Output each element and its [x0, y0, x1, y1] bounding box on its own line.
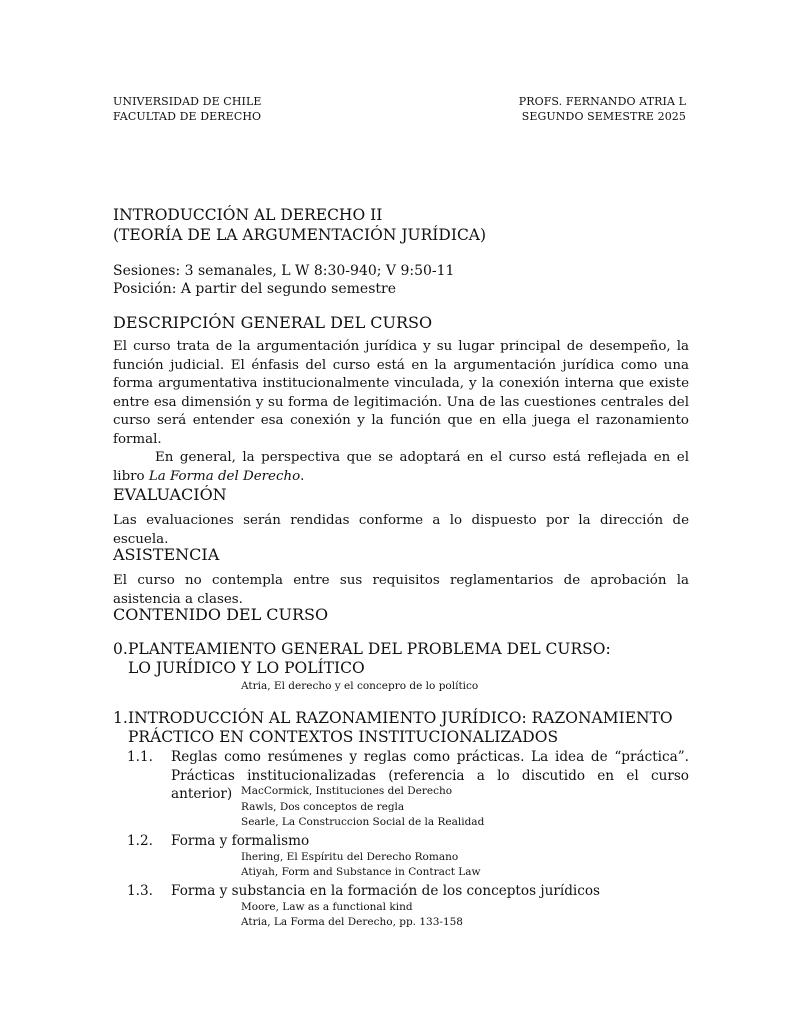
description-body	[113, 338, 689, 486]
reference-item: Atiyah, Form and Substance in Contract Law	[241, 866, 481, 878]
reference-item: MacCormick, Instituciones del Derecho	[241, 785, 453, 797]
reference-item: Rawls, Dos conceptos de regla	[241, 801, 405, 813]
subsection-1-2-text: Forma y formalismo	[171, 833, 310, 849]
description-heading: DESCRIPCIÓN GENERAL DEL CURSO	[113, 313, 433, 332]
description-paragraph-1: El curso trata de la argumentación jurídica y su lugar principal de desempeño, la función judicial. El énfasis del curso está en la argumentación jurídica como una forma argumentativa institucionalmente vinculada, y la conexión interna que existe entre esa dimensión y su forma de legitimación. Una de las cuestiones centrales del curso será entender esa conexión y la función que en ella juega el razonamiento formal.	[113, 339, 689, 447]
paragraph-2-text: En general, la perspectiva que se adoptará en el curso está reflejada en el libro	[113, 450, 689, 484]
attendance-heading: ASISTENCIA	[113, 545, 220, 564]
attendance-text: El curso no contempla entre sus requisitos reglamentarios de aprobación la asistencia a clases.	[113, 573, 689, 607]
institution-header	[113, 94, 262, 124]
reference-item: Atria, La Forma del Derecho, pp. 133-158	[241, 916, 463, 928]
book-title: La Forma del Derecho	[148, 468, 301, 484]
subsection-1-3-number: 1.3.	[127, 883, 153, 899]
subsection-1-1-number: 1.1.	[127, 749, 153, 765]
course-title-line1: INTRODUCCIÓN AL DERECHO II	[113, 206, 383, 224]
subsection-1-3	[127, 882, 689, 901]
description-paragraph-2	[113, 449, 689, 486]
university-name: UNIVERSIDAD DE CHILE	[113, 95, 262, 108]
unit-1-number: 1.	[113, 709, 128, 727]
reference-item: Atria, El derecho y el concepro de lo político	[241, 680, 479, 692]
unit-0-title-line2: LO JURÍDICO Y LO POLÍTICO	[128, 659, 365, 677]
subsection-1-2-number: 1.2.	[127, 833, 153, 849]
unit-0-number: 0.	[113, 640, 128, 658]
course-title-line2: (TEORÍA DE LA ARGUMENTACIÓN JURÍDICA)	[113, 226, 487, 244]
evaluation-text: Las evaluaciones serán rendidas conforme a lo dispuesto por la dirección de escuela.	[113, 513, 689, 547]
unit-1-title-line1: INTRODUCCIÓN AL RAZONAMIENTO JURÍDICO: RAZONAMIENTO	[128, 709, 673, 727]
subsection-1-2	[127, 832, 689, 851]
contents-heading: CONTENIDO DEL CURSO	[113, 605, 329, 624]
semester-label: SEGUNDO SEMESTRE 2025	[521, 110, 686, 123]
course-schedule	[113, 262, 689, 298]
unit-0-title-line1: PLANTEAMIENTO GENERAL DEL PROBLEMA DEL CURSO:	[128, 640, 611, 658]
professor-header	[519, 94, 686, 124]
course-title	[113, 205, 689, 245]
paragraph-2-end: .	[300, 468, 305, 484]
subsection-1-1-text: Reglas como resúmenes y reglas como prácticas. La idea de “práctica”. Prácticas institucionalizadas (referencia a lo discutido en el curso anterior)	[171, 749, 689, 802]
professor-name: PROFS. FERNANDO ATRIA L	[518, 95, 686, 108]
position-line: Posición: A partir del segundo semestre	[113, 281, 396, 297]
reference-item: Ihering, El Espíritu del Derecho Romano	[241, 851, 459, 863]
unit-1	[113, 709, 689, 747]
reference-item: Searle, La Construccion Social de la Realidad	[241, 816, 485, 828]
unit-1-title-line2: PRÁCTICO EN CONTEXTOS INSTITUCIONALIZADOS	[128, 728, 559, 746]
faculty-name: FACULTAD DE DERECHO	[113, 110, 262, 123]
subsection-1-3-text: Forma y substancia en la formación de los conceptos jurídicos	[171, 883, 601, 899]
unit-0	[113, 640, 689, 678]
sessions-line: Sesiones: 3 semanales, L W 8:30-940; V 9:50-11	[113, 263, 455, 279]
evaluation-heading: EVALUACIÓN	[113, 485, 227, 504]
reference-item: Moore, Law as a functional kind	[241, 901, 413, 913]
